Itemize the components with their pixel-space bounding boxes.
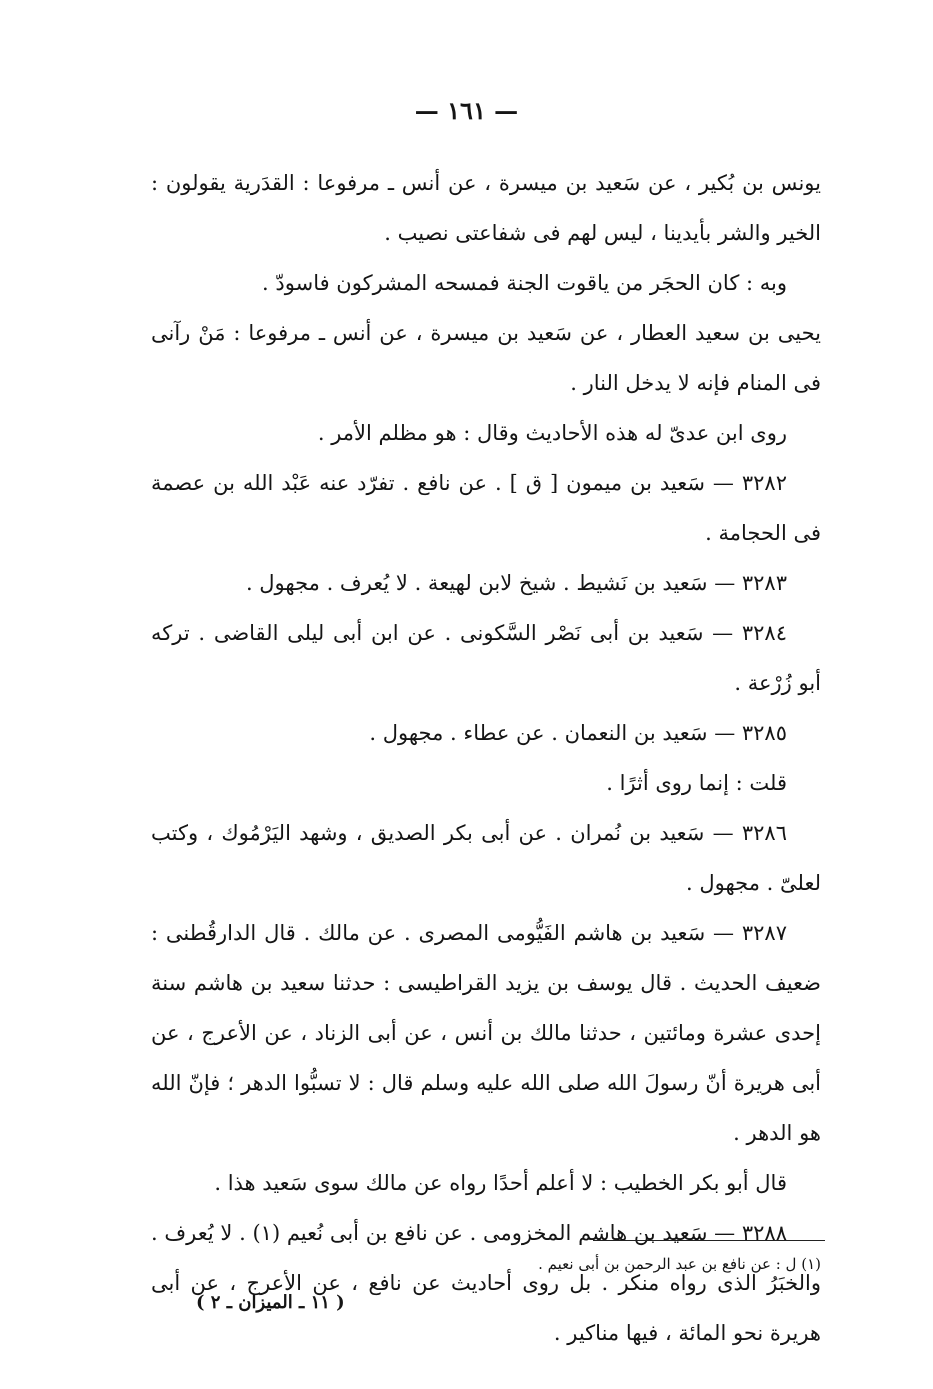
entry-3288: ٣٢٨٨ — سَعيد بن هاشم المخزومى . عن نافع بن أبى نُعيم (١) . لا يُعرف . والخبَرُ الذى رواه منكر . بل روى أحاديث عن نافع ، عن الأعرج ، عن أبى هريرة نحو المائة ، فيها مناكير . [151,1221,821,1345]
entry-3285: ٣٢٨٥ — سَعيد بن النعمان . عن عطاء . مجهول . [369,721,787,745]
entry-3286: ٣٢٨٦ — سَعيد بن نُمران . عن أبى بكر الصديق ، وشهد اليَرْمُوك ، وكتب لعلىّ . مجهول . [151,821,821,895]
page-number: — ١٦١ — [414,96,519,125]
paragraph: روى ابن عدىّ له هذه الأحاديث وقال : هو مظلم الأمر . [317,421,787,445]
footnote: (١) ل : عن نافع بن عبد الرحمن بن أبى نعيم . [538,1255,821,1273]
paragraph: يحيى بن سعيد العطار ، عن سَعيد بن ميسرة ، عن أنس ـ مرفوعا : مَنْ رآنى فى المنام فإنه لا يدخل النار . [151,321,821,395]
entry-3284: ٣٢٨٤ — سَعيد بن أبى نَصْر السَّكونى . عن ابن أبى ليلى القاضى . تركه أبو زُرْعة . [151,621,821,695]
paragraph: قلت : إنما روى أثرًا . [606,771,787,795]
paragraph: يونس بن بُكير ، عن سَعيد بن ميسرة ، عن أنس ـ مرفوعا : القدَرية يقولون : الخير والشر بأيدينا ، ليس لهم فى شفاعتى نصيب . [151,171,821,245]
paragraph: قال أبو بكر الخطيب : لا أعلم أحدًا رواه عن مالك سوى سَعيد هذا . [214,1171,787,1195]
entry-3282: ٣٢٨٢ — سَعيد بن ميمون [ ق ] . عن نافع . تفرّد عنه عَبْد الله بن عصمة فى الحجامة . [151,471,821,545]
entry-3287: ٣٢٨٧ — سَعيد بن هاشم الفَيُّومى المصرى . عن مالك . قال الدارقُطنى : ضعيف الحديث . قال يوسف بن يزيد القراطيسى : حدثنا سعيد بن هاشم سنة إحدى عشرة ومائتين ، حدثنا مالك بن أنس ، عن أبى الزناد ، عن الأعرج ، عن أبى هريرة أنّ رسولَ الله صلى الله عليه وسلم قال : لا تسبُّوا الدهر ؛ فإنّ الله هو الدهر . [151,921,821,1145]
footnote-divider [593,1240,825,1241]
entry-3283: ٣٢٨٣ — سَعيد بن نَشيط . شيخ لابن لهيعة . لا يُعرف . مجهول . [245,571,787,595]
main-text [151,158,821,1358]
signature-mark: ( ١١ ـ الميزان ـ ٢ ) [196,1292,345,1313]
paragraph: وبه : كان الحجَر من ياقوت الجنة فمسحه المشركون فاسودّ . [262,271,787,295]
